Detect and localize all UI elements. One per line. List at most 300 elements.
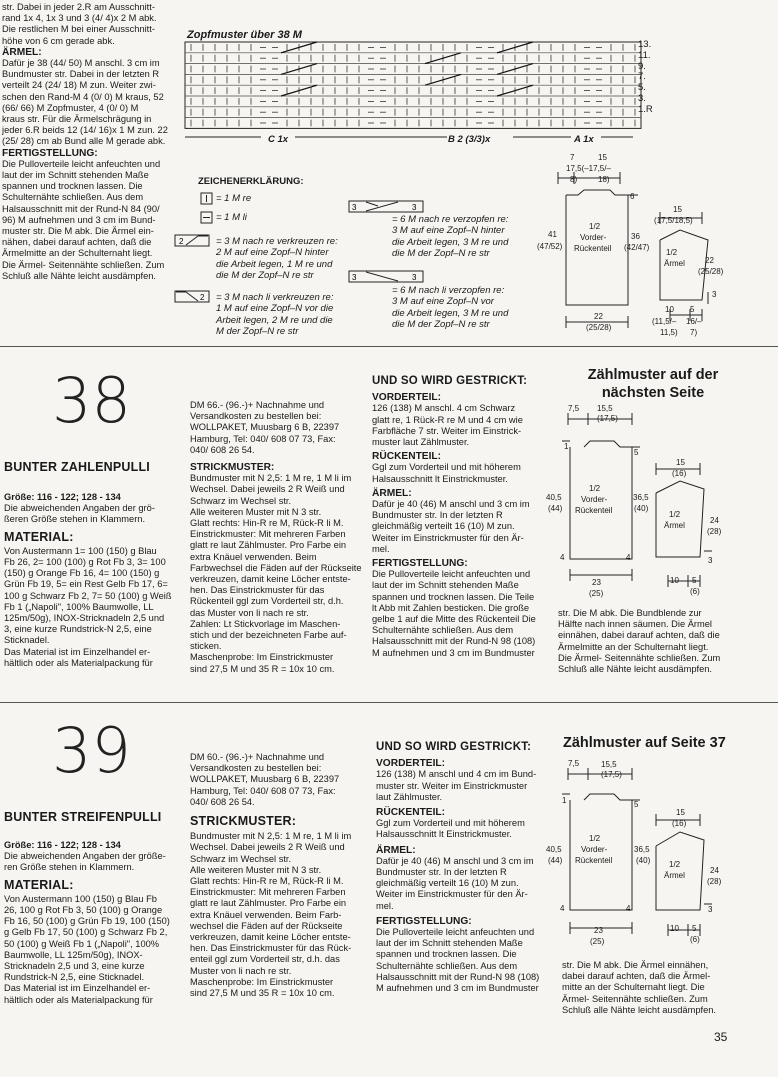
text-line: Schulternähte schließen. Aus dem <box>2 192 144 203</box>
p38-how-heading: UND SO WIRD GESTRICKT: <box>372 375 528 387</box>
top-schema-s6: 6 <box>630 192 635 201</box>
text-line: str. Dabei in jeder 2.R am Ausschnitt- <box>2 2 155 12</box>
text-line: Halsausschnitt mit der Rund-N 84 (90/ <box>2 203 160 214</box>
svg-text:3: 3 <box>352 203 357 212</box>
text-line: WOLLPAKET, Muusbarg 6 B, 22397 <box>190 774 340 785</box>
text-line: Bundmuster str. In der letzten R <box>372 510 503 521</box>
p38-armel-text <box>372 499 544 555</box>
pattern-38-title: BUNTER ZAHLENPULLI <box>4 460 150 474</box>
text-line: extra Knäuel verwenden. Beim Farb- <box>190 909 342 920</box>
text-line: 3, eine kurze Rundstrick-N 2,5, eine <box>4 624 152 635</box>
text-line: Schluß alle Nähte leicht ausdämpfen. <box>562 1004 717 1015</box>
p38-s-4b: 4 <box>626 553 631 562</box>
top-schema-a3: 3 <box>712 290 717 299</box>
top-schema-w18: 18) <box>598 175 610 184</box>
p39-s-a12: 1/2 <box>669 860 681 869</box>
row-number-list <box>638 40 653 116</box>
p39-groesse: Größe: 116 - 122; 128 - 134 <box>4 840 121 850</box>
text-line: rand 1x 4, 1x 3 und 3 (4/ 4)x 2 M abk. <box>2 13 157 24</box>
top-schema-w175: 17,5(–17,5/– <box>566 164 611 173</box>
text-line: Dafür je 40 (46) M anschl und 3 cm im <box>376 855 534 866</box>
p38-s-a16: (16) <box>672 469 687 478</box>
p39-s-w75: 7,5 <box>568 759 580 768</box>
top-schema-a16: 16/– <box>686 317 702 326</box>
text-line: Maschenprobe: Im Einstrickmuster <box>190 976 334 987</box>
svg-text:3: 3 <box>412 203 417 212</box>
cable-cross-symbol <box>281 64 317 75</box>
text-line: Die Ärmel- Seitennähte schließen. Zum <box>558 652 721 663</box>
p39-s-b25: (25) <box>590 937 605 946</box>
text-line: g Gelb Fb 17, 50 (100) g Schwarz Fb 2, <box>4 927 168 938</box>
legend-symbol-knit <box>200 192 214 206</box>
top-schema-h41b: (47/52) <box>537 242 563 251</box>
text-line: Rückenteil ggl zum Vorderteil str, d.h. <box>190 596 344 607</box>
text-line: Weiter im Einstrickmuster für den Är- <box>372 532 524 543</box>
text-line: lt Abb mit Zahlen besticken. Die große <box>372 602 530 613</box>
text-line: 26, 100 g Rot Fb 3, 50 (100) g Orange <box>4 905 163 916</box>
cable-cross-symbol <box>281 42 317 53</box>
p38-s-armel: Ärmel <box>664 521 685 530</box>
text-line: Halsausschnitt mit der Rund-N 98 (108) <box>376 971 540 982</box>
p39-ruecken-text <box>376 818 548 840</box>
text-line: Halsausschnitt lt Einstrickmuster. <box>372 473 508 484</box>
text-line: gelbe 1 auf die Mitte des Rückenteil Die <box>372 614 536 625</box>
divider-2 <box>0 702 778 703</box>
text-line: Die abweichenden Angaben der größe- <box>4 851 166 862</box>
text-line: 125m/50g), INOX-Stricknadeln 2,5 und <box>4 613 165 624</box>
pattern-38-col1 <box>4 492 176 669</box>
text-line: muster str. Die M abk. Die Ärmel ein- <box>2 226 154 237</box>
p39-fert-text <box>376 927 548 994</box>
p38-s-a5: 5 <box>692 576 697 585</box>
p38-col4-text <box>558 608 733 675</box>
text-line: Schulternähte schließen. Aus dem <box>372 625 514 636</box>
p39-col4-text <box>562 960 734 1016</box>
text-line: Glatt rechts: Hin-R re M, Rück-R li M. <box>190 876 344 887</box>
text-line: muster laut Zählmuster. <box>372 437 470 448</box>
p39-material-heading: MATERIAL: <box>4 877 74 892</box>
text-line: (150) g Orange Fb 16, 4= 100 (150) g <box>4 568 160 579</box>
p39-s-w155: 15,5 <box>601 760 617 769</box>
p38-s-h40: (40) <box>634 504 649 513</box>
text-line: sind 27,5 M und 35 R = 10x 10 cm. <box>190 988 335 999</box>
text-line: ren Größe stehen in Klammern. <box>4 862 135 873</box>
text-line: laut der im Schnitt stehenden Maße <box>372 580 519 591</box>
chart-label-a: A 1x <box>574 134 594 145</box>
pattern-39-col2 <box>190 752 362 999</box>
p38-s-a10: 10 <box>670 576 679 585</box>
text-line: Stricknadeln 2,5 und 3, eine kurze <box>4 961 145 972</box>
text-line: Wechsel. Dabei jeweils 2 R Weiß und <box>190 484 345 495</box>
p38-strick-heading: STRICKMUSTER: <box>190 462 275 474</box>
p38-s-5: 5 <box>634 448 639 457</box>
text-line: muster str. Weiter im Einstrickmuster <box>376 780 528 791</box>
text-line: gleichmäßig verteilt 16 (10) M zun. <box>376 878 519 889</box>
text-line: dabei darauf achten, daß die Ärmel- <box>562 971 711 982</box>
text-line: Fb 16, 50 (100) g Grün Fb 19, 100 (150) <box>4 916 170 927</box>
text-line: glatt re, 1 Rück-R re M und 4 cm wie <box>372 414 523 425</box>
pattern-39-title: BUNTER STREIFENPULLI <box>4 810 162 824</box>
text-line: einnähen, dabei darauf achten, daß die <box>558 630 720 641</box>
armel-text <box>2 58 172 148</box>
armel-heading: ÄRMEL: <box>2 46 42 58</box>
top-schema-a115: (11,5/– <box>652 317 677 326</box>
cable-cross-symbol <box>425 53 461 64</box>
text-line: DM 66.- (96.-)+ Nachnahme und <box>190 400 325 410</box>
svg-text:2: 2 <box>200 293 205 302</box>
pattern-39-col3 <box>376 742 548 994</box>
chart-title: Zopfmuster über 38 M <box>187 29 302 41</box>
p38-s-a15: 15 <box>676 458 685 467</box>
legend-knit: = 1 M re <box>216 193 252 204</box>
p39-s-b23: 23 <box>594 926 603 935</box>
text-line: Von Austermann 100 (150) g Blau Fb <box>4 893 157 904</box>
text-line: enteil ggl zum Vorderteil str, d.h. das <box>190 954 340 965</box>
page-number: 35 <box>714 1030 728 1044</box>
p38-s-a12: 1/2 <box>669 510 681 519</box>
text-line: stich und der bezeichneten Farbe auf- <box>190 630 347 641</box>
text-line: glatt re laut Zählmuster. Pro Farbe ein <box>190 898 347 909</box>
text-line: Dafür je 40 (46) M anschl und 3 cm im <box>372 499 530 510</box>
text-line: 7. <box>638 71 646 83</box>
top-schema-ruecken: Rückenteil <box>574 244 612 253</box>
p39-s-1: 1 <box>562 796 567 805</box>
text-line: (66/ 66) M Zopfmuster, 4 (0/ 0) M <box>2 102 139 113</box>
p39-s-armel: Ärmel <box>664 871 685 880</box>
text-line: sticken. <box>190 641 222 652</box>
top-schema-a5: 5 <box>690 305 695 314</box>
text-line: Ärmel- Seitennähte schließen. Zum <box>562 993 708 1004</box>
svg-text:3: 3 <box>352 273 357 282</box>
text-line: Schluß alle Nähte leicht ausdämpfen. <box>558 664 713 675</box>
text-line: mitte an der Schulternaht liegt. Die <box>562 982 705 993</box>
text-line: Von Austermann 1= 100 (150) g Blau <box>4 545 157 556</box>
p38-s-a28: (28) <box>707 527 722 536</box>
top-schema-h36b: (42/47) <box>624 243 650 252</box>
text-line: verkreuzen, damit keine Löcher entste- <box>190 574 351 585</box>
cable-cross-symbol <box>425 74 461 85</box>
text-line: laut der im Schnitt stehenden Maße <box>376 938 523 949</box>
p38-s-w155: 15,5 <box>597 404 613 413</box>
text-line: 5. <box>638 82 646 94</box>
p39-s-half: 1/2 <box>589 834 601 843</box>
svg-text:3: 3 <box>412 273 417 282</box>
top-schema-a15b: (17,5/18,5) <box>654 216 693 225</box>
text-line: 11. <box>638 49 651 61</box>
text-line: Die abweichenden Angaben der grö- <box>4 503 155 514</box>
p39-groesse-note <box>4 851 176 873</box>
text-line: glatt re laut Zählmuster. Pro Farbe ein <box>190 540 347 551</box>
p38-zaehlmuster-title: Zählmuster auf der nächsten Seite <box>587 367 719 401</box>
text-line: spannen und trocknen lassen. Die <box>2 181 143 192</box>
text-line: str. Die M abk. Die Bundblende zur <box>558 608 702 618</box>
chart-label-c: C 1x <box>268 134 289 145</box>
p38-s-b23: 23 <box>592 578 601 587</box>
pattern-38-col4 <box>558 608 733 675</box>
p38-armel-heading: ÄRMEL: <box>372 487 412 499</box>
p39-ruecken-heading: RÜCKENTEIL: <box>376 807 446 819</box>
p39-material-text <box>4 894 176 1006</box>
text-line: 1.R <box>638 103 653 115</box>
p38-s-4a: 4 <box>560 553 565 562</box>
text-line: extra Knäuel verwenden. Beim <box>190 551 317 562</box>
text-line: wechsel die Fäden auf der Rückseite <box>190 920 343 931</box>
text-line: Alle weiteren Muster mit N 3 str. <box>190 864 322 875</box>
text-line: Die Ärmel- Seitennähte schließen. Zum <box>2 259 165 270</box>
p39-s-4a: 4 <box>560 904 565 913</box>
p39-s-5: 5 <box>634 800 639 809</box>
text-line: 96) M aufnehmen und 3 cm im Bund- <box>2 214 156 225</box>
text-line: WOLLPAKET, Muusbarg 6 B, 22397 <box>190 422 340 433</box>
svg-text:2: 2 <box>179 237 184 246</box>
divider-1 <box>0 346 778 347</box>
top-schema-a12: 1/2 <box>666 248 678 257</box>
p39-s-h365: 36,5 <box>634 845 650 854</box>
top-schema-a15: 15 <box>673 205 682 214</box>
legend-3left: = 3 M nach li verkreuzen re: 1 M auf eine Zopf–N vor die Arbeit legen, 2 M re und die M der Zopf–N re str <box>216 292 334 338</box>
text-line: 100 g Schwarz Fb 2, 7= 50 (100) g Weiß <box>4 590 172 601</box>
top-schema-h36: 36 <box>631 232 640 241</box>
intro-lines <box>2 2 172 47</box>
top-schema-armel: Ärmel <box>664 259 685 268</box>
text-line: spannen und trocknen lassen. Die <box>376 949 517 960</box>
p38-groesse: Größe: 116 - 122; 128 - 134 <box>4 492 121 502</box>
p38-s-a3: 3 <box>708 556 713 565</box>
text-line: Versandkosten zu bestellen bei: <box>190 763 322 774</box>
text-line: Versandkosten zu bestellen bei: <box>190 411 322 422</box>
text-line: Das Material ist im Einzelhandel er- <box>4 646 151 657</box>
fertigstellung-text <box>2 159 172 282</box>
text-line: Ärmelmitte an der Schulternaht liegt. <box>558 641 709 652</box>
text-line: Grün Fb 19, 5= ein Rest Gelb Fb 17, 6= <box>4 579 168 590</box>
text-line: sind 27,5 M und 35 R = 10x 10 cm. <box>190 663 335 674</box>
p39-strick-heading: STRICKMUSTER: <box>190 814 297 829</box>
text-line: Bundmuster str. In der letzten R <box>376 867 507 878</box>
text-line: Wechsel. Dabei jeweils 2 R Weiß und <box>190 842 345 853</box>
legend-6right: = 6 M nach re verzopfen re: 3 M auf eine Zopf–N hinter die Arbeit legen, 3 M re und die M der Zopf–N re str <box>392 214 509 260</box>
chart-bracket-lines <box>183 131 643 143</box>
text-line: 040/ 608 26 54. <box>190 796 255 807</box>
text-line: str. Die M abk. Die Ärmel einnähen, <box>562 960 709 970</box>
text-line: Ärmelmitte an der Schulternaht liegt. <box>2 248 153 259</box>
text-line: schen den Rand-M 4 (0/ 0) M kraus, 52 <box>2 91 164 102</box>
p38-s-ruecken: Rückenteil <box>575 506 613 515</box>
text-line: gleichmäßig verteilt 16 (10) M zun. <box>372 521 515 532</box>
text-line: hältlich oder als Materialpackung für <box>4 657 153 668</box>
p38-material-heading: MATERIAL: <box>4 529 74 544</box>
pattern-39-number: 39 <box>52 714 131 787</box>
legend-symbol-6right <box>348 200 428 214</box>
text-line: Glatt rechts: Hin-R re M, Rück-R li M. <box>190 518 344 529</box>
pattern-39-col1 <box>4 840 176 1006</box>
text-line: Hamburg, Tel: 040/ 608 07 73, Fax: <box>190 785 336 796</box>
text-line: Maschenprobe: Im Einstrickmuster <box>190 652 334 663</box>
p39-s-h40: (40) <box>636 856 651 865</box>
legend-3right: = 3 M nach re verkreuzen re: 2 M auf eine Zopf–N hinter die Arbeit legen, 1 M re und die M der Zopf–N re str <box>216 236 338 282</box>
p39-s-a15: 15 <box>676 808 685 817</box>
text-line: M aufnehmen und 3 cm im Bundmuster <box>372 647 535 658</box>
p39-fert-heading: FERTIGSTELLUNG: <box>376 915 472 927</box>
text-line: Schwarz im Wechsel str. <box>190 495 292 506</box>
p39-s-4b: 4 <box>626 904 631 913</box>
p39-s-h405: 40,5 <box>546 845 562 854</box>
p39-how-heading: UND SO WIRD GESTRICKT: <box>376 741 532 753</box>
text-line: Halsausschnitt lt Einstrickmuster. <box>376 829 512 840</box>
p38-vorder-heading: VORDERTEIL: <box>372 392 442 404</box>
fertigstellung-heading: FERTIGSTELLUNG: <box>2 147 98 159</box>
text-line: Muster von li nach re str. <box>190 965 292 976</box>
p39-s-vorder: Vorder- <box>581 845 608 854</box>
p39-armel-text <box>376 856 548 912</box>
chart-label-b: B 2 (3/3)x <box>448 134 491 145</box>
text-line: spannen und trocknen lassen. Die Teile <box>372 591 535 602</box>
pattern-38-number: 38 <box>52 364 131 437</box>
p38-strick-text <box>190 473 362 675</box>
text-line: Die Pulloverteile leicht anfeuchten und <box>2 158 161 169</box>
p38-s-b25: (25) <box>589 589 604 598</box>
text-line: mel. <box>372 543 390 554</box>
top-schema-vorder: Vorder- <box>580 233 607 242</box>
p39-strick-text <box>190 831 362 999</box>
p39-s-a6: (6) <box>690 935 700 944</box>
text-line: hältlich oder als Materialpackung für <box>4 994 153 1005</box>
text-line: M aufnehmen und 3 cm im Bundmuster <box>376 983 539 994</box>
p38-s-h405: 40,5 <box>546 493 562 502</box>
top-schema-b22: 22 <box>594 312 603 321</box>
legend-title: ZEICHENERKLÄRUNG: <box>198 176 304 187</box>
p39-order-text <box>190 752 362 808</box>
text-line: Fb 26, 2= 100 (100) g Rot Fb 3, 3= 100 <box>4 557 166 568</box>
text-line: Das Material ist im Einzelhandel er- <box>4 983 151 994</box>
text-line: hen. Das Einstrickmuster für das <box>190 585 325 596</box>
legend-symbol-3right <box>174 234 212 248</box>
p38-s-w75: 7,5 <box>568 404 580 413</box>
cable-cross-symbol <box>497 85 533 96</box>
p38-ruecken-heading: RÜCKENTEIL: <box>372 451 442 463</box>
top-schema-a22b: (25/28) <box>698 267 724 276</box>
p38-order-text <box>190 400 362 456</box>
text-line: 040/ 608 26 54. <box>190 444 255 455</box>
text-line: Alle weiteren Muster mit N 3 str. <box>190 506 322 517</box>
text-line: Hamburg, Tel: 040/ 608 07 73, Fax: <box>190 433 336 444</box>
text-line: Dafür je 38 (44/ 50) M anschl. 3 cm im <box>2 58 160 69</box>
top-schema-w15: 15 <box>598 153 607 162</box>
p39-s-a28: (28) <box>707 877 722 886</box>
text-line: Farbfläche 7 str. Weiter im Einstrick- <box>372 425 522 436</box>
text-line: Schwarz im Wechsel str. <box>190 853 292 864</box>
text-line: Ggl zum Vorderteil und mit höherem <box>376 818 525 829</box>
p38-s-a6: (6) <box>690 587 700 596</box>
text-line: Sticknadel. <box>4 635 50 646</box>
text-line: Bundmuster mit N 2,5: 1 M re, 1 M li im <box>190 473 352 484</box>
p39-s-a3: 3 <box>708 905 713 914</box>
top-schema-w8: 8) <box>570 175 578 184</box>
p39-vorder-text <box>376 769 548 803</box>
text-line: ßeren Größe stehen in Klammern. <box>4 514 146 525</box>
p39-vorder-heading: VORDERTEIL: <box>376 758 446 770</box>
text-line: kraus str. Für die Ärmelschrägung in <box>2 114 152 125</box>
p39-s-a24: 24 <box>710 866 719 875</box>
cable-cross-symbol <box>497 64 533 75</box>
legend-symbol-3left <box>174 290 212 304</box>
text-line: (25/ 28) cm ab Bund alle M gerade abk. <box>2 136 166 147</box>
top-schema-b22b: (25/28) <box>586 323 612 332</box>
text-line: DM 60.- (96.-)+ Nachnahme und <box>190 752 325 762</box>
text-line: Rundstrick-N 2,5, eine Sticknadel. <box>4 972 145 983</box>
p38-material-text <box>4 546 176 669</box>
p38-s-a24: 24 <box>710 516 719 525</box>
text-line: Einstrickmuster: Mit mehreren Farben <box>190 887 346 898</box>
text-line: Die Pulloverteile leicht anfeuchten und <box>372 569 531 580</box>
cable-cross-symbol <box>281 85 317 96</box>
text-line: Farbwechsel die Fäden auf der Rückseite <box>190 562 362 573</box>
text-line: Einstrickmuster: Mit mehreren Farben <box>190 529 346 540</box>
legend-purl: = 1 M li <box>216 212 247 223</box>
p39-armel-heading: ÄRMEL: <box>376 844 416 856</box>
top-schema-half: 1/2 <box>589 222 601 231</box>
text-line: 13. <box>638 39 652 50</box>
p39-s-a10: 10 <box>670 924 679 933</box>
text-line: 126 (138) M anschl und 4 cm im Bund- <box>376 769 537 780</box>
text-line: 9. <box>638 60 646 72</box>
p39-s-a5: 5 <box>692 924 697 933</box>
text-line: Halsausschnitt mit der Rund-N 98 (108) <box>372 636 536 647</box>
pattern-38-col2 <box>190 400 362 675</box>
text-line: höhe von 6 cm gerade abk. <box>2 35 115 46</box>
p39-s-h44: (44) <box>548 856 563 865</box>
top-pullover-schematic <box>530 150 770 345</box>
p38-s-vorder: Vorder- <box>581 495 608 504</box>
p38-vorder-text <box>372 403 544 448</box>
pattern-38-col3 <box>372 376 544 659</box>
text-line: das Muster von li nach re str. <box>190 607 309 618</box>
top-schema-a22: 22 <box>705 256 714 265</box>
p38-fert-text <box>372 569 544 659</box>
text-line: Schulternähte schließen. Aus dem <box>376 960 518 971</box>
text-line: Schluß alle Nähte leicht ausdämpfen. <box>2 270 157 281</box>
text-line: Hälfte nach innen säumen. Die Ärmel <box>558 619 712 630</box>
top-schema-h41: 41 <box>548 230 557 239</box>
text-line: jeder 6.R beids 12 (14/ 16)x 1 M zun. 22 <box>2 125 168 136</box>
legend-6left: = 6 M nach li verzopfen re: 3 M auf eine Zopf–N vor die Arbeit legen, 3 M re und die M der Zopf–N re str <box>392 285 509 331</box>
pattern-39-col4 <box>562 960 734 1016</box>
p38-groesse-note <box>4 503 176 525</box>
text-line: nähen, dabei darauf achten, daß die <box>2 237 152 248</box>
text-line: Weiter im Einstrickmuster für den Är- <box>376 889 528 900</box>
p38-s-half: 1/2 <box>589 484 601 493</box>
top-schema-a115b: 11,5) <box>660 328 678 337</box>
text-line: laut der im Schnitt stehenden Maße <box>2 170 149 181</box>
cable-cross-symbol <box>497 42 533 53</box>
p38-ruecken-text <box>372 462 544 484</box>
p39-zaehlmuster-title: Zählmuster auf Seite 37 <box>563 735 726 751</box>
p38-s-w175: (17,5) <box>597 414 618 423</box>
chart-row-numbers <box>638 40 653 116</box>
p38-s-h44: (44) <box>548 504 563 513</box>
text-line: Bundmuster mit N 2,5: 1 M re, 1 M li im <box>190 831 352 842</box>
text-line: Fb 1 („Napoli", 100% Baumwolle, LL <box>4 601 154 612</box>
top-schema-a10: 10 <box>665 305 674 314</box>
p38-s-1: 1 <box>564 442 569 451</box>
text-line: Zahlen: Lt Stickvorlage im Maschen- <box>190 618 341 629</box>
text-line: Die Pulloverteile leicht anfeuchten und <box>376 927 535 938</box>
text-line: Die restlichen M bei einer Ausschnitt- <box>2 24 155 35</box>
p39-s-w175: (17,5) <box>601 770 622 779</box>
text-line: hen. Das Einstrickmuster für das Rück- <box>190 943 352 954</box>
top-schema-a7: 7) <box>690 328 698 337</box>
text-line: 126 (138) M anschl. 4 cm Schwarz <box>372 403 516 414</box>
text-line: Baumwolle, LL 125m/50g), INOX- <box>4 949 143 960</box>
